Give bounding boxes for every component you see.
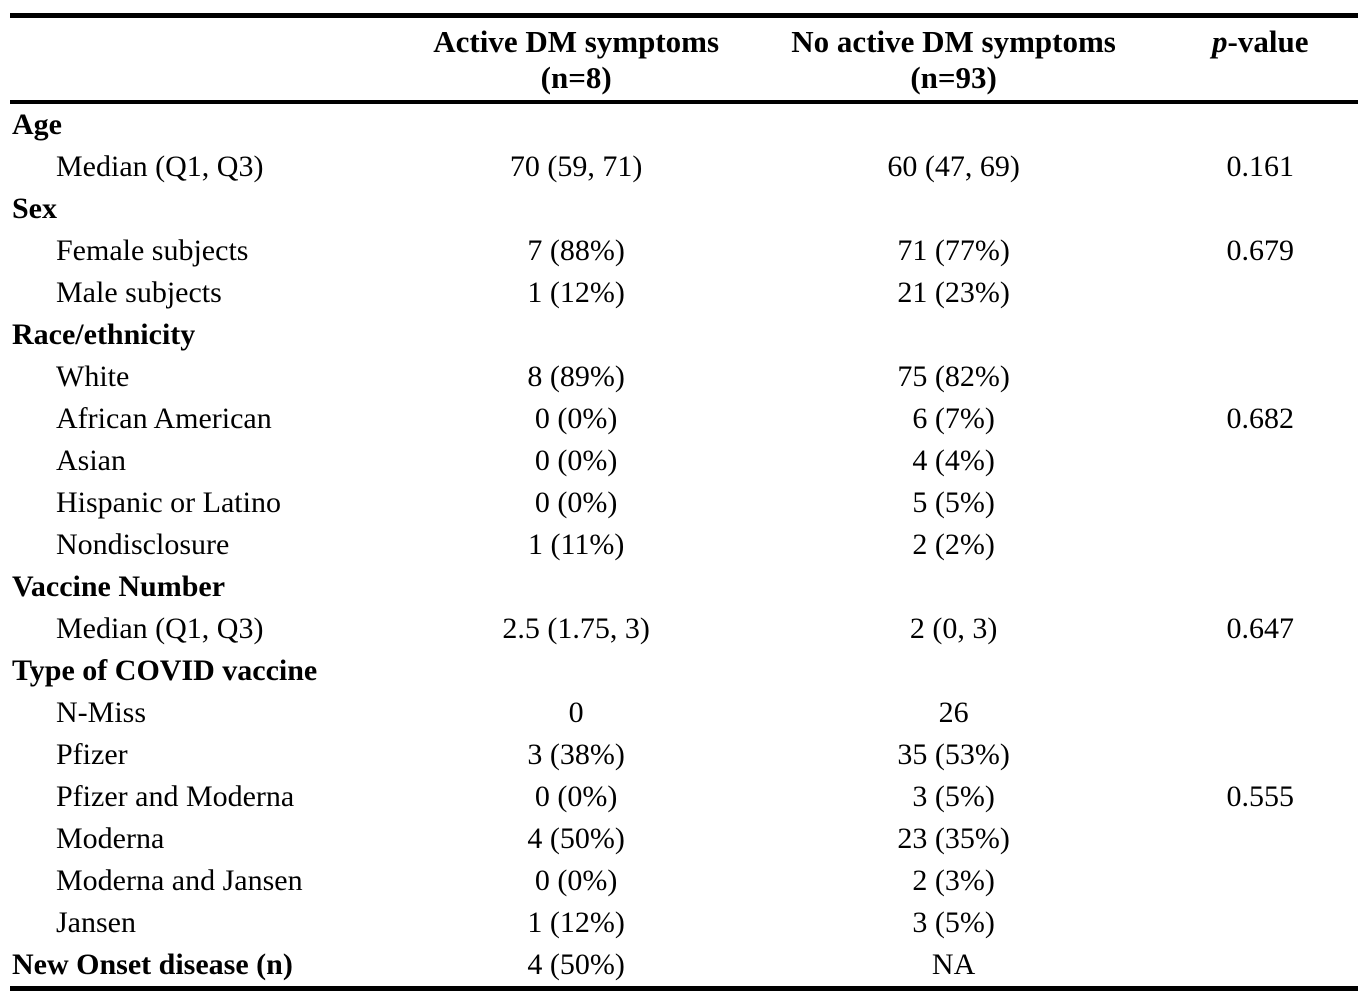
row-label: Race/ethnicity <box>12 318 196 351</box>
row-label: White <box>56 360 130 393</box>
active-dm-cell: 1 (11%) <box>527 528 625 561</box>
data-row <box>10 440 1358 482</box>
no-active-dm-cell: NA <box>931 948 976 981</box>
p-value-cell <box>1163 524 1358 566</box>
no-active-dm-cell: 21 (23%) <box>897 276 1010 309</box>
p-value-cell <box>1163 356 1358 398</box>
data-row <box>10 272 1358 314</box>
row-label: Median (Q1, Q3) <box>56 612 264 645</box>
data-row <box>10 356 1358 398</box>
column-header-no-active-dm-title: No active DM symptoms <box>791 24 1116 59</box>
data-row <box>10 146 1358 188</box>
p-value-cell: 0.161 <box>1226 150 1295 183</box>
section-row-sex <box>10 188 1358 230</box>
table-header <box>10 16 1358 103</box>
active-dm-cell: 0 (0%) <box>534 402 618 435</box>
table-body <box>10 102 1358 989</box>
row-label: Moderna and Jansen <box>56 864 303 897</box>
data-row <box>10 902 1358 944</box>
p-value-cell: 0.647 <box>1226 612 1295 645</box>
active-dm-cell: 1 (12%) <box>527 276 625 309</box>
column-header-no-active-dm-n: (n=93) <box>910 60 997 95</box>
p-value-cell <box>1163 734 1358 776</box>
column-header-no-active-dm <box>745 16 1163 103</box>
no-active-dm-cell: 2 (0, 3) <box>909 612 998 645</box>
active-dm-cell: 0 <box>568 696 584 729</box>
row-label: Nondisclosure <box>56 528 230 561</box>
data-row <box>10 818 1358 860</box>
section-row-vaccine-type <box>10 650 1358 692</box>
p-value-cell <box>1163 818 1358 860</box>
active-dm-cell: 8 (89%) <box>527 360 625 393</box>
p-value-rest: -value <box>1227 24 1309 59</box>
row-label: Jansen <box>56 906 136 939</box>
active-dm-cell: 1 (12%) <box>527 906 625 939</box>
row-label: Pfizer and Moderna <box>56 780 295 813</box>
p-value-cell <box>1163 440 1358 482</box>
active-dm-cell: 0 (0%) <box>534 486 618 519</box>
active-dm-cell: 0 (0%) <box>534 780 618 813</box>
row-label: Sex <box>12 192 57 225</box>
active-dm-cell: 70 (59, 71) <box>509 150 643 183</box>
no-active-dm-cell: 23 (35%) <box>897 822 1010 855</box>
row-label: Moderna <box>56 822 165 855</box>
table-header-row <box>10 16 1358 103</box>
data-row-new-onset <box>10 944 1358 989</box>
p-value-cell <box>1163 902 1358 944</box>
data-row <box>10 230 1358 272</box>
no-active-dm-cell: 71 (77%) <box>897 234 1010 267</box>
no-active-dm-cell: 3 (5%) <box>912 780 995 813</box>
active-dm-cell: 3 (38%) <box>527 738 625 771</box>
column-header-blank <box>10 16 408 103</box>
row-label: Male subjects <box>56 276 222 309</box>
section-row-age <box>10 102 1358 146</box>
data-row <box>10 482 1358 524</box>
no-active-dm-cell: 60 (47, 69) <box>887 150 1020 183</box>
no-active-dm-cell: 2 (3%) <box>912 864 995 897</box>
row-label: Median (Q1, Q3) <box>56 150 264 183</box>
active-dm-cell: 0 (0%) <box>534 864 618 897</box>
active-dm-cell: 2.5 (1.75, 3) <box>502 612 650 645</box>
row-label: Female subjects <box>56 234 249 267</box>
row-label: Vaccine Number <box>12 570 226 603</box>
no-active-dm-cell: 3 (5%) <box>912 906 995 939</box>
data-row <box>10 692 1358 734</box>
no-active-dm-cell: 4 (4%) <box>912 444 995 477</box>
data-row <box>10 860 1358 902</box>
no-active-dm-cell: 75 (82%) <box>897 360 1010 393</box>
row-label: African American <box>56 402 272 435</box>
column-header-active-dm-title: Active DM symptoms <box>433 24 720 59</box>
comparison-table <box>10 13 1358 991</box>
p-value-cell <box>1163 860 1358 902</box>
row-label: Pfizer <box>56 738 128 771</box>
no-active-dm-cell: 26 <box>938 696 969 729</box>
no-active-dm-cell: 5 (5%) <box>912 486 995 519</box>
column-header-active-dm <box>408 16 745 103</box>
row-label: Age <box>12 108 62 141</box>
row-label: Type of COVID vaccine <box>12 654 318 687</box>
no-active-dm-cell: 6 (7%) <box>912 402 995 435</box>
section-row-vaccine-number <box>10 566 1358 608</box>
no-active-dm-cell: 2 (2%) <box>912 528 995 561</box>
active-dm-cell: 7 (88%) <box>527 234 625 267</box>
p-value-cell: 0.555 <box>1226 780 1295 813</box>
active-dm-cell: 0 (0%) <box>534 444 618 477</box>
column-header-active-dm-n: (n=8) <box>540 60 612 95</box>
p-value-cell <box>1163 692 1358 734</box>
data-row <box>10 398 1358 440</box>
p-value-cell <box>1163 944 1358 989</box>
row-label: Asian <box>56 444 126 477</box>
active-dm-cell: 4 (50%) <box>527 948 625 981</box>
column-header-p-value <box>1163 16 1358 103</box>
row-label: N-Miss <box>56 696 147 729</box>
active-dm-cell: 4 (50%) <box>527 822 625 855</box>
section-row-race <box>10 314 1358 356</box>
p-value-cell: 0.682 <box>1226 402 1295 435</box>
p-value-cell <box>1163 272 1358 314</box>
p-value-italic-p: p <box>1212 24 1228 59</box>
data-row <box>10 776 1358 818</box>
row-label: New Onset disease (n) <box>12 948 293 981</box>
p-value-cell <box>1163 482 1358 524</box>
p-value-cell: 0.679 <box>1226 234 1295 267</box>
data-row <box>10 524 1358 566</box>
no-active-dm-cell: 35 (53%) <box>897 738 1010 771</box>
data-row <box>10 608 1358 650</box>
data-row <box>10 734 1358 776</box>
row-label: Hispanic or Latino <box>56 486 281 519</box>
